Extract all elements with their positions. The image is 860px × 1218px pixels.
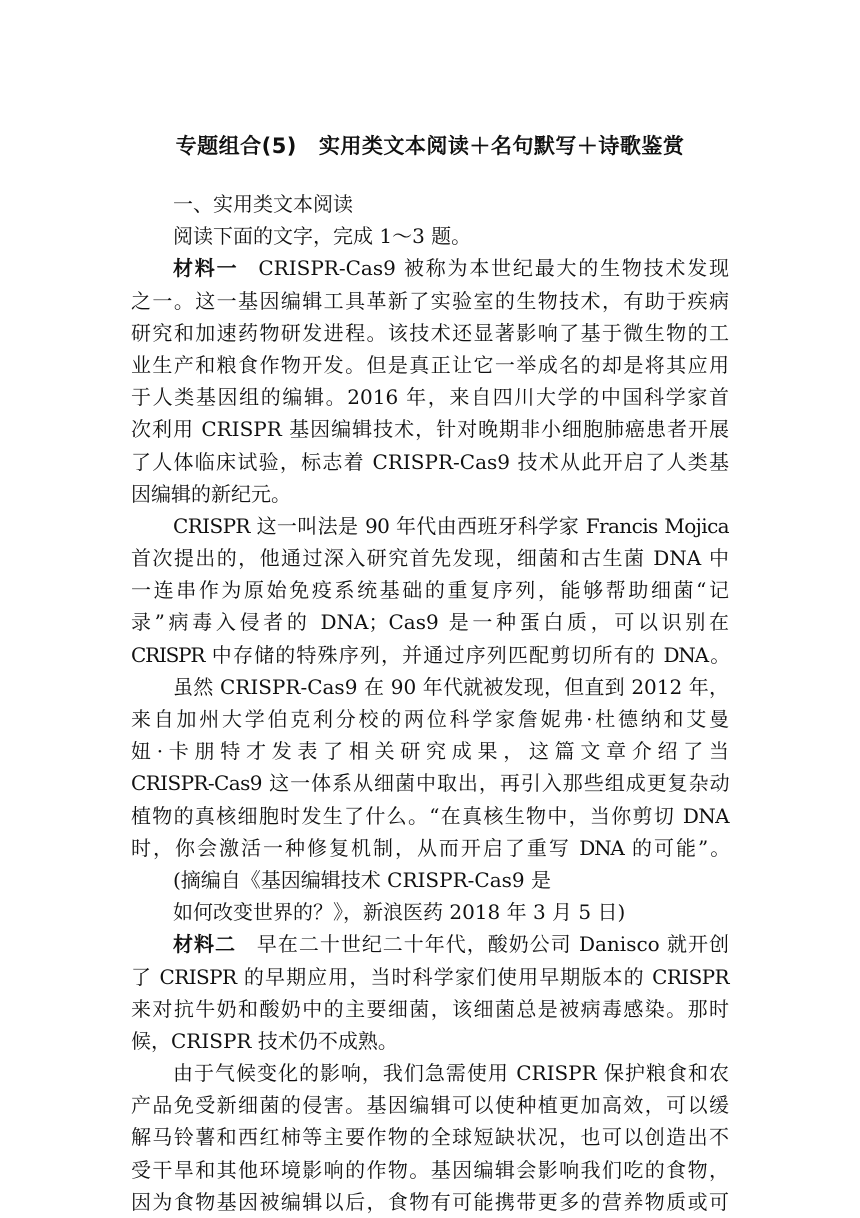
material1-p3-line-1: 来自加州大学伯克利分校的两位科学家詹妮弗·杜德纳和艾曼 — [131, 707, 729, 731]
material2-label: 材料二 — [173, 932, 236, 957]
page-title — [0, 130, 860, 162]
material1-line-6: 了人体临床试验，标志着 CRISPR-Cas9 技术从此开启了人类基 — [131, 449, 729, 474]
material1-source-line-1: 如何改变世界的？》，新浪医药 2018 年 3 月 5 日) — [173, 900, 626, 925]
material1-line-7: 因编辑的新纪元。 — [131, 481, 291, 506]
material1-line-3: 业生产和粮食作物开发。但是真正让它一举成名的却是将其应用 — [131, 352, 729, 377]
material1-line-4: 于人类基因组的编辑。2016 年，来自四川大学的中国科学家首 — [131, 385, 729, 410]
material1-p3-line-0: 虽然 CRISPR-Cas9 在 90 年代就被发现，但直到 2012 年， — [173, 674, 729, 699]
material2-line-1: 了 CRISPR 的早期应用，当时科学家们使用早期版本的 CRISPR — [131, 964, 729, 989]
material1-p3-line-2: 妞·卡朋特才发表了相关研究成果，这篇文章介绍了当 — [131, 739, 729, 764]
material2-p2-line-2: 解马铃薯和西红柿等主要作物的全球短缺状况，也可以创造出不 — [131, 1125, 729, 1150]
material1-source-line-0: (摘编自《基因编辑技术 CRISPR-Cas9 是 — [173, 867, 551, 892]
material1-line-1: 之一。这一基因编辑工具革新了实验室的生物技术，有助于疾病 — [131, 288, 729, 313]
material1-p2-line-2: 一连串作为原始免疫系统基础的重复序列，能够帮助细菌“记 — [131, 578, 729, 603]
material1-p2-line-0: CRISPR 这一叫法是 90 年代由西班牙科学家 Francis Mojica — [173, 513, 729, 538]
material1-p2-line-3: 录”病毒入侵者的 DNA；Cas9 是一种蛋白质，可以识别在 — [131, 610, 729, 635]
title-part1: 专题组合(5) — [175, 134, 297, 158]
material2-p2-line-0: 由于气候变化的影响，我们急需使用 CRISPR 保护粮食和农 — [173, 1061, 729, 1086]
instruction-text: 阅读下面的文字，完成 1～3 题。 — [173, 224, 472, 249]
material1-line-5: 次利用 CRISPR 基因编辑技术，针对晚期非小细胞肺癌患者开展 — [131, 417, 729, 442]
document-body — [131, 188, 729, 1218]
title-part2: 实用类文本阅读＋名句默写＋诗歌鉴赏 — [318, 134, 685, 158]
material2-line-3: 候，CRISPR 技术仍不成熟。 — [131, 1028, 398, 1053]
material2-p2-line-3: 受干旱和其他环境影响的作物。基因编辑会影响我们吃的食物， — [131, 1157, 729, 1182]
material1-line-0: 材料一 CRISPR-Cas9 被称为本世纪最大的生物技术发现 — [173, 256, 730, 281]
material1-line-2: 研究和加速药物研发进程。该技术还显著影响了基于微生物的工 — [131, 320, 729, 345]
material1-p3-line-5: 时，你会激活一种修复机制，从而开启了重写 DNA 的可能”。 — [131, 835, 729, 860]
material1-p3-line-4: 植物的真核细胞时发生了什么。“在真核生物中，当你剪切 DNA — [131, 803, 729, 828]
material1-p2-line-4: CRISPR 中存储的特殊序列，并通过序列匹配剪切所有的 DNA。 — [131, 642, 729, 667]
section-heading: 一、实用类文本阅读 — [173, 192, 353, 216]
material2-p2-line-1: 产品免受新细菌的侵害。基因编辑可以使种植更加高效，可以缓 — [131, 1093, 729, 1118]
material2-p2-line-4: 因为食物基因被编辑以后，食物有可能携带更多的营养物质或可 — [131, 1189, 729, 1214]
material1-label: 材料一 — [173, 256, 239, 281]
material1-p3-line-3: CRISPR-Cas9 这一体系从细菌中取出，再引入那些组成更复杂动 — [131, 771, 729, 796]
material1-p2-line-1: 首次提出的，他通过深入研究首先发现，细菌和古生菌 DNA 中 — [131, 546, 729, 571]
material2-line-0: 材料二 早在二十世纪二十年代，酸奶公司 Danisco 就开创 — [173, 932, 730, 957]
material2-line-2: 来对抗牛奶和酸奶中的主要细菌，该细菌总是被病毒感染。那时 — [131, 996, 729, 1021]
